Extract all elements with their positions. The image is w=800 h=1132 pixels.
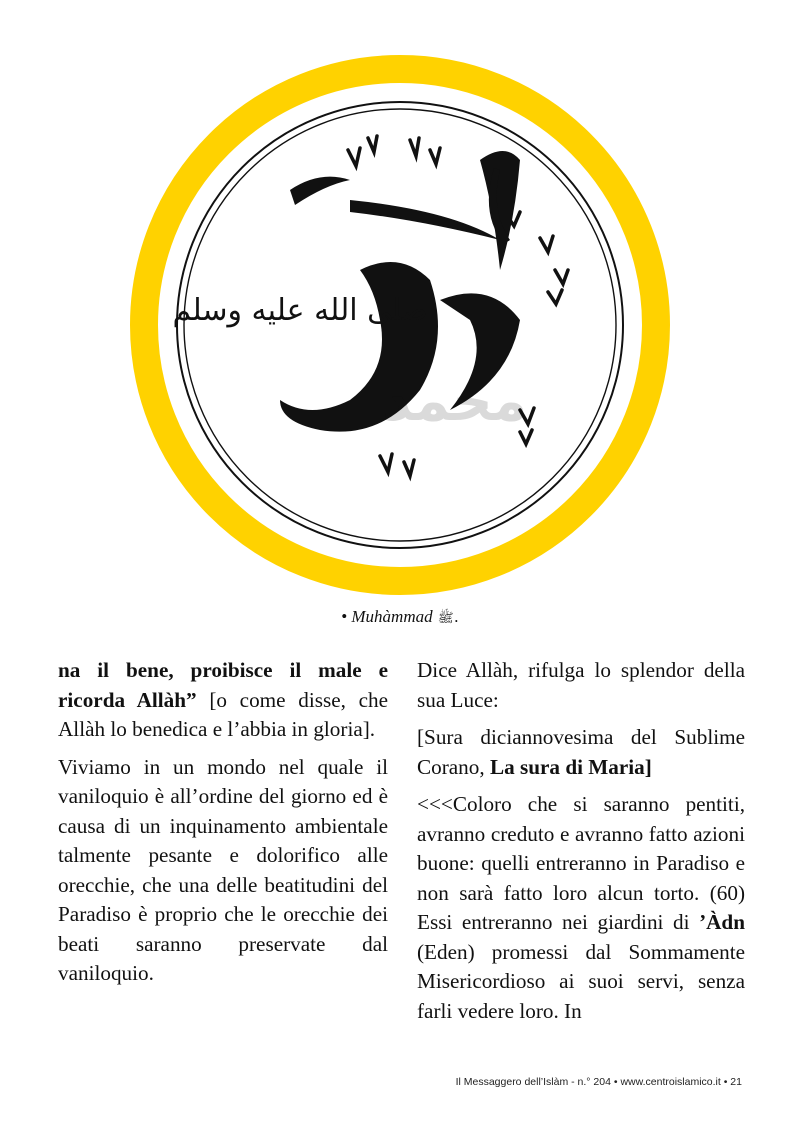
right-column (417, 656, 745, 1034)
page-footer: Il Messaggero dell’Islàm - n.° 204 • www.centroislamico.it • 21 (455, 1076, 742, 1088)
calligraphy-name: محمد (382, 369, 528, 434)
figure-caption (0, 607, 800, 629)
left-p1-bold: na il bene, proibisce il male e ricorda Allàh” (58, 658, 388, 712)
left-paragraph-1 (58, 656, 388, 745)
right-paragraph-3 (417, 790, 745, 1026)
left-paragraph-2: Viviamo in un mondo nel quale il vaniloquio è all’ordine del giorno ed è causa di un inquinamento ambientale talmente pesante e dolorifico alle orecchie, che una delle beatitudini del Paradiso è proprio che le orecchie dei beati saranno preservate dal vaniloquio. (58, 754, 388, 985)
calligraphy-blessing: صلى الله عليه وسلم (172, 293, 428, 328)
right-p3-text-b: (Eden) promessi dal Sommamente Misericordioso ai suoi servi, senza farli vedere loro. In (417, 939, 745, 1023)
left-p1-text: [o come disse, che Allàh lo benedica e l’abbia in gloria]. (58, 687, 388, 741)
right-p3-text-a: <<<Coloro che si saranno pentiti, avranno creduto e avranno fatto azioni buone: quelli entreranno in Paradiso e non sarà fatto loro alcun torto. (60) Essi entreranno nei giardini di (417, 792, 745, 934)
right-p3-bold: ’Àdn (699, 910, 745, 934)
right-p2-bold: La sura di Maria] (489, 754, 652, 779)
salawat-seal-icon: ﷺ (437, 610, 454, 625)
right-paragraph-1: Dice Allàh, rifulga lo splendor della sua Luce: (417, 658, 745, 712)
left-column (58, 656, 388, 997)
caption-end: . (454, 607, 459, 626)
right-paragraph-2 (417, 723, 745, 782)
right-p2-text: [Sura diciannovesima del Sublime Corano, (417, 725, 745, 779)
caption-name: Muhàmmad (351, 607, 433, 626)
caption-bullet: • (341, 607, 348, 626)
